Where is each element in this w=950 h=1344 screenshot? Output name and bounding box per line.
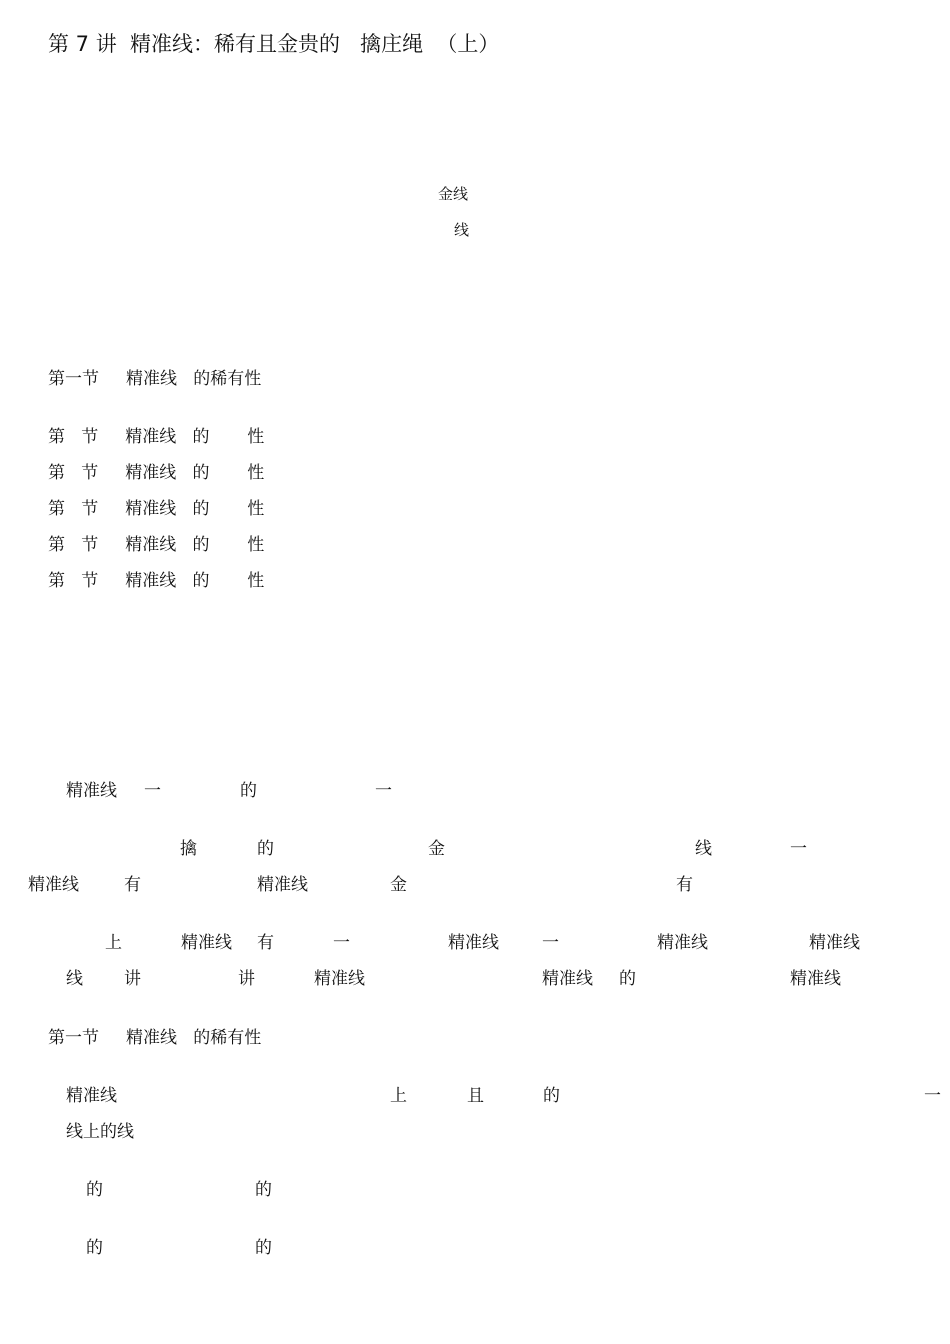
page-title: 第 7 讲 精准线：稀有且金贵的 擒庄绳 （上） bbox=[48, 32, 500, 56]
toc-line-2: 第 节 精准线 的 性 bbox=[48, 427, 265, 447]
section-heading: 第一节 精准线 的稀有性 bbox=[48, 1028, 262, 1048]
body-text: 一 bbox=[375, 781, 392, 801]
body-text: 线 bbox=[66, 969, 83, 989]
toc-line-3: 第 节 精准线 的 性 bbox=[48, 463, 265, 483]
body-text: 擒 bbox=[180, 839, 197, 859]
body-text: 的 bbox=[543, 1086, 560, 1106]
body-text: 一 bbox=[542, 933, 559, 953]
body-text: 讲 bbox=[238, 969, 255, 989]
center-text-1: 金线 bbox=[438, 185, 469, 203]
body-text: 精准线 bbox=[66, 781, 117, 801]
body-text: 讲 bbox=[124, 969, 141, 989]
body-text: 的 bbox=[255, 1238, 272, 1258]
body-text: 的 bbox=[255, 1180, 272, 1200]
body-text: 上 bbox=[390, 1086, 407, 1106]
body-text: 有 bbox=[257, 933, 274, 953]
body-text: 且 bbox=[467, 1086, 484, 1106]
body-text: 精准线 bbox=[809, 933, 860, 953]
body-text: 精准线 bbox=[181, 933, 232, 953]
body-text: 精准线 bbox=[28, 875, 79, 895]
body-text: 精准线 bbox=[448, 933, 499, 953]
body-text: 一 bbox=[924, 1086, 941, 1106]
center-text-2: 线 bbox=[454, 221, 470, 239]
toc-line-1: 第一节 精准线 的稀有性 bbox=[48, 369, 262, 389]
body-text: 精准线 bbox=[257, 875, 308, 895]
body-text: 的 bbox=[86, 1238, 103, 1258]
body-text: 金 bbox=[390, 875, 407, 895]
body-text: 线上的线 bbox=[66, 1122, 134, 1142]
body-text: 有 bbox=[124, 875, 141, 895]
body-text: 精准线 bbox=[66, 1086, 117, 1106]
body-text: 上 bbox=[105, 933, 122, 953]
body-text: 的 bbox=[86, 1180, 103, 1200]
body-text: 有 bbox=[676, 875, 693, 895]
toc-line-6: 第 节 精准线 的 性 bbox=[48, 571, 265, 591]
body-text: 一 bbox=[790, 839, 807, 859]
body-text: 金 bbox=[428, 839, 445, 859]
body-text: 的 bbox=[619, 969, 636, 989]
body-text: 精准线 bbox=[542, 969, 593, 989]
body-text: 的 bbox=[257, 839, 274, 859]
body-text: 一 bbox=[333, 933, 350, 953]
toc-line-4: 第 节 精准线 的 性 bbox=[48, 499, 265, 519]
body-text: 精准线 bbox=[314, 969, 365, 989]
toc-line-5: 第 节 精准线 的 性 bbox=[48, 535, 265, 555]
body-text: 的 bbox=[240, 781, 257, 801]
body-text: 线 bbox=[695, 839, 712, 859]
body-text: 一 bbox=[144, 781, 161, 801]
body-text: 精准线 bbox=[790, 969, 841, 989]
body-text: 精准线 bbox=[657, 933, 708, 953]
